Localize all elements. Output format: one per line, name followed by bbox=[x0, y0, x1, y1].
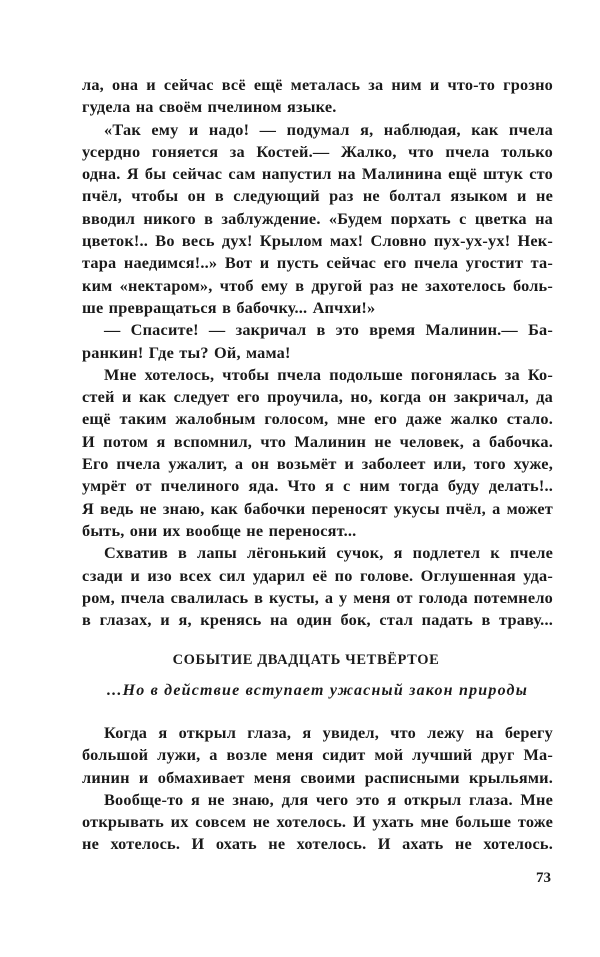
paragraph bbox=[82, 364, 553, 542]
text-line: «Так ему и надо! — подумал я, наблюдая, как пчела bbox=[104, 119, 553, 139]
paragraph bbox=[82, 319, 553, 364]
page-number: 73 bbox=[536, 870, 551, 886]
text-line: Мне хотелось, чтобы пчела подольше погонялась за Ко- bbox=[104, 364, 553, 384]
text-section-1 bbox=[82, 74, 553, 631]
paragraph bbox=[82, 789, 553, 856]
text-line: в глазах, и я, кренясь на один бок, стал падать в траву... bbox=[82, 610, 553, 630]
chapter-heading: СОБЫТИЕ ДВАДЦАТЬ ЧЕТВЁРТОЕ bbox=[172, 652, 440, 668]
paragraph bbox=[82, 722, 553, 789]
text-line: цветок!.. Во весь дух! Крылом мах! Словно пух-ух-ух! Нек- bbox=[82, 231, 553, 251]
text-line: большой лужи, а возле меня сидит мой лучший друг Ма- bbox=[82, 745, 553, 765]
text-line: гудела на своём пчелином языке. bbox=[82, 97, 337, 117]
text-line: стей и как следует его проучила, но, когда он закричал, да bbox=[82, 387, 553, 407]
text-line: ким «нектаром», чтоб ему в другой раз не захотелось боль- bbox=[82, 275, 553, 295]
text-line: Я ведь не знаю, как бабочки переносят укусы пчёл, а может bbox=[82, 498, 553, 518]
text-line: быть, они их вообще не переносят... bbox=[82, 520, 357, 540]
text-line: ранкин! Где ты? Ой, мама! bbox=[82, 342, 291, 362]
text-line: ла, она и сейчас всё ещё металась за ним и что-то грозно bbox=[82, 75, 553, 94]
chapter-subtitle: ...Но в действие вступает ужасный закон природы bbox=[106, 682, 528, 699]
text-line: ром, пчела свалилась в кусты, а у меня от голода потемнело bbox=[82, 587, 553, 607]
text-line: одна. Я бы сейчас сам напустил на Малинина ещё штук сто bbox=[82, 164, 553, 184]
text-line: Когда я открыл глаза, я увидел, что лежу на берегу bbox=[104, 723, 553, 742]
text-line: линин и обмахивает меня своими расписными крыльями. bbox=[82, 767, 553, 787]
text-line: И потом я вспомнил, что Малинин не человек, а бабочка. bbox=[82, 431, 553, 451]
text-line: Вообще-то я не знаю, для чего это я открыл глаза. Мне bbox=[104, 789, 553, 809]
text-line: ещё таким жалобным голосом, мне его даже жалко стало. bbox=[82, 409, 553, 429]
text-line: не хотелось. И охать не хотелось. И ахать не хотелось. bbox=[82, 834, 553, 854]
text-line: открывать их совсем не хотелось. И ухать мне больше тоже bbox=[82, 812, 553, 832]
paragraph bbox=[82, 119, 553, 320]
text-line: Его пчела ужалит, а он возьмёт и заболеет или, того хуже, bbox=[82, 454, 553, 474]
paragraph bbox=[82, 74, 553, 119]
text-line: ше превращаться в бабочку... Апчхи!» bbox=[82, 297, 376, 317]
text-line: сзади и изо всех сил ударил её по голове. Оглушенная уда- bbox=[82, 565, 553, 585]
text-line: усердно гоняется за Костей.— Жалко, что пчела только bbox=[82, 141, 553, 161]
text-section-2 bbox=[82, 722, 553, 856]
text-line: Схватив в лапы лёгонький сучок, я подлетел к пчеле bbox=[104, 543, 553, 563]
text-line: вводил никого в заблуждение. «Будем порхать с цветка на bbox=[82, 208, 553, 228]
paragraph bbox=[82, 542, 553, 631]
text-line: — Спасите! — закричал в это время Малинин.— Ба- bbox=[104, 320, 553, 340]
text-line: умрёт от пчелиного яда. Что я с ним тогда буду делать!.. bbox=[82, 476, 553, 496]
text-line: пчёл, чтобы он в следующий раз не болтал языком и не bbox=[82, 186, 553, 206]
text-line: тара наедимся!..» Вот и пусть сейчас его пчела угостит та- bbox=[82, 253, 553, 273]
